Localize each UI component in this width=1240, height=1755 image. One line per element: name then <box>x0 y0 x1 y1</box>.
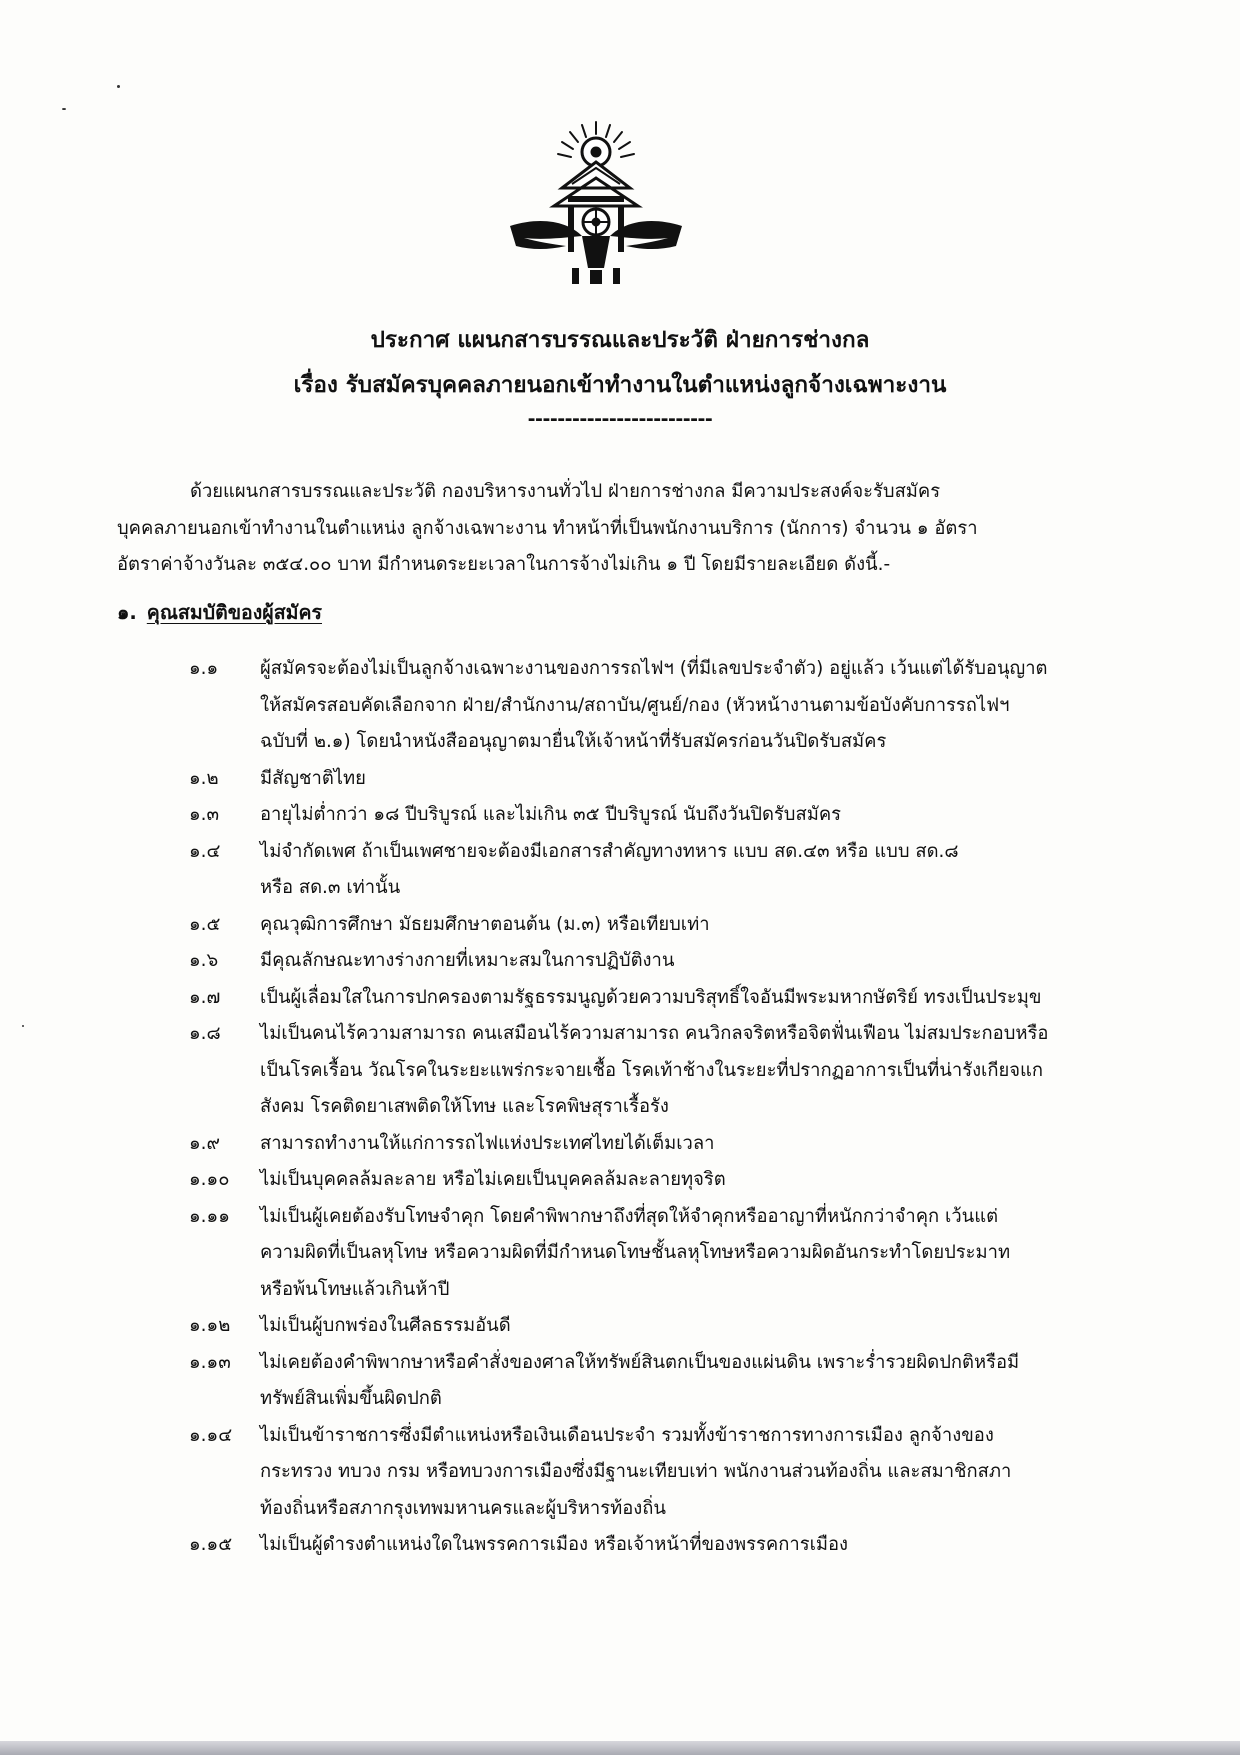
qualification-item <box>0 834 1240 907</box>
item-line: ไม่จำกัดเพศ ถ้าเป็นเพศชายจะต้องมีเอกสารสำคัญทางทหาร แบบ สด.๔๓ หรือ แบบ สด.๘ <box>260 840 959 862</box>
item-line: ท้องถิ่นหรือสภากรุงเทพมหานครและผู้บริหารท้องถิ่น <box>260 1497 666 1519</box>
section-title: คุณสมบัติของผู้สมัคร <box>146 601 322 624</box>
qualification-item <box>0 1308 1240 1345</box>
item-line: ทรัพย์สินเพิ่มขึ้นผิดปกติ <box>260 1388 442 1409</box>
item-text <box>260 1199 1117 1309</box>
item-line: ความผิดที่เป็นลหุโทษ หรือความผิดที่มีกำหนดโทษชั้นลหุโทษหรือความผิดอันกระทำโดยประมาท <box>260 1242 1011 1263</box>
qualification-item <box>0 1418 1240 1528</box>
item-line: ไม่เป็นผู้บกพร่องในศีลธรรมอันดี <box>260 1315 511 1336</box>
qualification-item <box>0 1527 1240 1564</box>
scan-bottom-edge <box>0 1741 1240 1755</box>
item-text <box>260 761 1117 798</box>
item-number: ๑.๗ <box>189 986 221 1008</box>
qualification-item <box>0 797 1240 834</box>
item-number: ๑.๑๔ <box>189 1424 233 1446</box>
qualification-item <box>0 761 1240 798</box>
item-number: ๑.๑๓ <box>189 1351 231 1373</box>
item-number: ๑.๖ <box>189 950 219 971</box>
title-divider: ------------------------- <box>527 408 713 430</box>
title-line-1: ประกาศ แผนกสารบรรณและประวัติ ฝ่ายการช่างกล <box>370 327 870 353</box>
item-line: หรือพ้นโทษแล้วเกินห้าปี <box>260 1278 450 1300</box>
qualification-item <box>0 980 1240 1017</box>
item-text <box>260 834 1117 907</box>
item-line: เป็นผู้เลื่อมใสในการปกครองตามรัฐธรรมนูญด้วยความบริสุทธิ์ใจอันมีพระมหากษัตริย์ ทรงเป็นประมุข <box>260 986 1042 1008</box>
item-line: ให้สมัครสอบคัดเลือกจาก ฝ่าย/สำนักงาน/สถาบัน/ศูนย์/กอง (หัวหน้างานตามข้อบังคับการรถไฟฯ <box>260 694 1010 716</box>
qualification-item <box>0 1126 1240 1163</box>
item-line: ไม่เคยต้องคำพิพากษาหรือคำสั่งของศาลให้ทรัพย์สินตกเป็นของแผ่นดิน เพราะร่ำรวยผิดปกติหรือมี <box>260 1351 1020 1373</box>
item-line: สังคม โรคติดยาเสพติดให้โทษ และโรคพิษสุราเรื้อรัง <box>260 1096 669 1117</box>
item-line: เป็นโรคเรื้อน วัณโรคในระยะแพร่กระจายเชื้อ โรคเท้าช้างในระยะที่ปรากฏอาการเป็นที่น่ารังเกียจแก <box>260 1059 1044 1081</box>
item-line: ไม่เป็นข้าราชการซึ่งมีตำแหน่งหรือเงินเดือนประจำ รวมทั้งข้าราชการทางการเมือง ลูกจ้างของ <box>260 1424 994 1446</box>
scan-speck <box>117 85 120 88</box>
item-text <box>260 1126 1117 1163</box>
item-number: ๑.๕ <box>189 913 221 935</box>
item-line: ไม่เป็นคนไร้ความสามารถ คนเสมือนไร้ความสามารถ คนวิกลจริตหรือจิตฟั่นเฟือน ไม่สมประกอบหรือ <box>260 1023 1049 1044</box>
item-line: ไม่เป็นผู้ดำรงตำแหน่งใดในพรรคการเมือง หรือเจ้าหน้าที่ของพรรคการเมือง <box>260 1534 849 1555</box>
item-number: ๑.๙ <box>189 1132 220 1154</box>
item-text <box>260 1527 1117 1564</box>
item-text <box>260 1418 1117 1528</box>
item-number: ๑.๑๐ <box>189 1169 230 1190</box>
item-text <box>260 797 1117 834</box>
item-text <box>260 651 1117 761</box>
qualification-item <box>0 1199 1240 1309</box>
qualification-item <box>0 1162 1240 1199</box>
item-number: ๑.๑๒ <box>189 1315 231 1336</box>
item-text <box>260 980 1117 1017</box>
item-text <box>260 1308 1117 1345</box>
intro-paragraph <box>117 474 1116 584</box>
scan-speck <box>62 108 66 110</box>
item-line: ผู้สมัครจะต้องไม่เป็นลูกจ้างเฉพาะงานของการรถไฟฯ (ที่มีเลขประจำตัว) อยู่แล้ว เว้นแต่ได้รับอนุญาต <box>260 658 1048 679</box>
section-number: ๑. <box>117 601 137 624</box>
item-text <box>260 1162 1117 1199</box>
item-number: ๑.๑ <box>189 658 219 679</box>
intro-line: อัตราค่าจ้างวันละ ๓๕๔.๐๐ บาท มีกำหนดระยะเวลาในการจ้างไม่เกิน ๑ ปี โดยมีรายละเอียด ดังนี้.- <box>117 554 891 575</box>
item-line: หรือ สด.๓ เท่านั้น <box>260 877 401 898</box>
qualification-item <box>0 907 1240 944</box>
item-number: ๑.๔ <box>189 840 221 862</box>
item-number: ๑.๒ <box>189 767 219 789</box>
intro-line: บุคคลภายนอกเข้าทำงานในตำแหน่ง ลูกจ้างเฉพาะงาน ทำหน้าที่เป็นพนักงานบริการ (นักการ) จำนวน ๑ อัตรา <box>117 517 978 539</box>
qualification-list <box>0 651 1240 1564</box>
item-number: ๑.๑๑ <box>189 1205 230 1227</box>
item-line: ฉบับที่ ๒.๑) โดยนำหนังสืออนุญาตมายื่นให้เจ้าหน้าที่รับสมัครก่อนวันปิดรับสมัคร <box>260 731 887 752</box>
announcement-title <box>0 318 1240 430</box>
item-text <box>260 943 1117 980</box>
item-number: ๑.๓ <box>189 804 220 825</box>
item-text <box>260 907 1117 944</box>
qualification-item <box>0 1016 1240 1126</box>
item-line: ไม่เป็นบุคคลล้มละลาย หรือไม่เคยเป็นบุคคลล้มละลายทุจริต <box>260 1169 726 1190</box>
qualification-item <box>0 651 1240 761</box>
intro-line: ด้วยแผนกสารบรรณและประวัติ กองบริหารงานทั่วไป ฝ่ายการช่างกล มีความประสงค์จะรับสมัคร <box>190 481 941 502</box>
item-text <box>260 1016 1117 1126</box>
state-railway-emblem-icon <box>502 118 690 286</box>
item-number: ๑.๑๕ <box>189 1534 233 1555</box>
qualification-item <box>0 1345 1240 1418</box>
item-line: กระทรวง ทบวง กรม หรือทบวงการเมืองซึ่งมีฐานะเทียบเท่า พนักงานส่วนท้องถิ่น และสมาชิกสภา <box>260 1461 1012 1482</box>
item-line: คุณวุฒิการศึกษา มัธยมศึกษาตอนต้น (ม.๓) หรือเทียบเท่า <box>260 913 710 935</box>
item-line: ไม่เป็นผู้เคยต้องรับโทษจำคุก โดยคำพิพากษาถึงที่สุดให้จำคุกหรืออาญาที่หนักกว่าจำคุก เว้นแต่ <box>260 1205 999 1227</box>
section-heading <box>117 597 322 628</box>
item-line: มีสัญชาติไทย <box>260 767 366 789</box>
item-text <box>260 1345 1117 1418</box>
item-line: สามารถทำงานให้แก่การรถไฟแห่งประเทศไทยได้เต็มเวลา <box>260 1132 715 1154</box>
qualification-item <box>0 943 1240 980</box>
item-line: อายุไม่ต่ำกว่า ๑๘ ปีบริบูรณ์ และไม่เกิน ๓๕ ปีบริบูรณ์ นับถึงวันปิดรับสมัคร <box>260 804 842 825</box>
item-line: มีคุณลักษณะทางร่างกายที่เหมาะสมในการปฏิบัติงาน <box>260 950 675 971</box>
item-number: ๑.๘ <box>189 1023 221 1044</box>
title-line-2: เรื่อง รับสมัครบุคคลภายนอกเข้าทำงานในตำแหน่งลูกจ้างเฉพาะงาน <box>293 372 947 398</box>
